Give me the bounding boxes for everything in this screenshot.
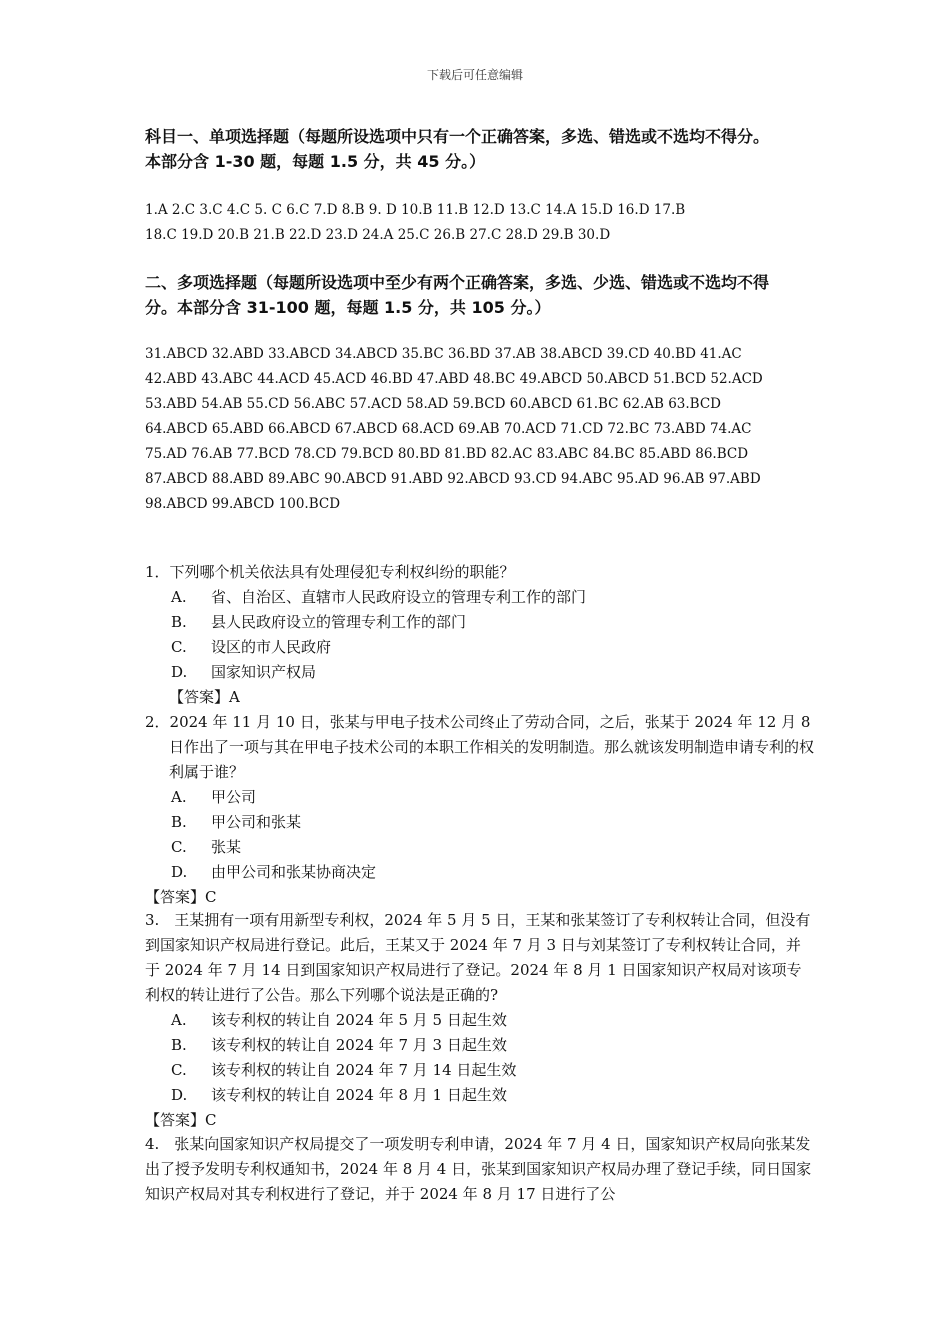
option-text: 该专利权的转让自 2024 年 8 月 1 日起生效 — [211, 1086, 507, 1104]
section1-heading — [145, 124, 815, 174]
option-text: 张某 — [211, 838, 242, 856]
option-d — [145, 1083, 815, 1108]
option-a — [145, 585, 815, 610]
question-stem: 2．2024 年 11 月 10 日，张某与甲电子技术公司终止了劳动合同，之后，张某于 2024 年 12 月 8 日作出了一项与其在甲电子技术公司的本职工作相关的发明制造。那么就该发明制造申请专利的权利属于谁？ — [145, 713, 815, 781]
option-a — [145, 1008, 815, 1033]
answer-key-line: 31.ABCD 32.ABD 33.ABCD 34.ABCD 35.BC 36.BD 37.AB 38.ABCD 39.CD 40.BD 41.AC — [145, 346, 742, 362]
question-3 — [145, 908, 815, 1133]
option-letter: C. — [171, 838, 187, 856]
option-letter: A. — [171, 1011, 187, 1029]
answer-key-line: 98.ABCD 99.ABCD 100.BCD — [145, 496, 341, 512]
option-b — [145, 610, 815, 635]
option-text: 甲公司 — [211, 788, 257, 806]
question-stem: 4. 张某向国家知识产权局提交了一项发明专利申请，2024 年 7 月 4 日，国家知识产权局向张某发出了授予发明专利权通知书，2024 年 8 月 4 日，张某到国家知识产权局办理了登记手续，同日国家知识产权局对其专利权进行了登记，并于 2024 年 8 月 17 日进行了公 — [145, 1135, 812, 1203]
section1-heading-line2: 本部分含 1-30 题，每题 1.5 分，共 45 分。） — [145, 152, 486, 171]
option-text: 省、自治区、直辖市人民政府设立的管理专利工作的部门 — [211, 588, 587, 606]
question-answer: 【答案】C — [145, 1111, 217, 1129]
option-b — [145, 810, 815, 835]
option-letter: B. — [171, 613, 187, 631]
section1-answer-key — [145, 198, 825, 248]
option-letter: D. — [171, 1086, 188, 1104]
option-text: 该专利权的转让自 2024 年 5 月 5 日起生效 — [211, 1011, 507, 1029]
answer-key-line: 64.ABCD 65.ABD 66.ABCD 67.ABCD 68.ACD 69.AB 70.ACD 71.CD 72.BC 73.ABD 74.AC — [145, 421, 752, 437]
section2-heading — [145, 270, 815, 320]
question-answer: 【答案】A — [169, 688, 240, 706]
option-letter: D. — [171, 663, 188, 681]
question-1 — [145, 560, 815, 710]
option-letter: B. — [171, 1036, 187, 1054]
answer-key-line: 75.AD 76.AB 77.BCD 78.CD 79.BCD 80.BD 81.BD 82.AC 83.ABC 84.BC 85.ABD 86.BCD — [145, 446, 749, 462]
option-text: 由甲公司和张某协商决定 — [211, 863, 377, 881]
option-letter: A. — [171, 788, 187, 806]
option-text: 设区的市人民政府 — [211, 638, 332, 656]
option-letter: C. — [171, 638, 187, 656]
option-text: 甲公司和张某 — [211, 813, 302, 831]
question-2 — [145, 710, 815, 910]
option-c — [145, 1058, 815, 1083]
question-answer: 【答案】C — [145, 888, 217, 906]
question-4 — [145, 1132, 815, 1207]
option-letter: C. — [171, 1061, 187, 1079]
option-d — [145, 860, 815, 885]
section1-heading-line1: 科目一、单项选择题（每题所设选项中只有一个正确答案，多选、错选或不选均不得分。 — [145, 127, 770, 146]
page-header: 下载后可任意编辑 — [426, 68, 523, 82]
option-text: 国家知识产权局 — [211, 663, 317, 681]
option-d — [145, 660, 815, 685]
option-letter: D. — [171, 863, 188, 881]
section2-heading-line2: 分。本部分含 31-100 题，每题 1.5 分，共 105 分。） — [145, 298, 551, 317]
option-a — [145, 785, 815, 810]
question-stem: 1．下列哪个机关依法具有处理侵犯专利权纠纷的职能？ — [145, 563, 515, 581]
section2-heading-line1: 二、多项选择题（每题所设选项中至少有两个正确答案，多选、少选、错选或不选均不得 — [145, 273, 770, 292]
answer-key-line: 87.ABCD 88.ABD 89.ABC 90.ABCD 91.ABD 92.ABCD 93.CD 94.ABC 95.AD 96.AB 97.ABD — [145, 471, 761, 487]
question-stem: 3. 王某拥有一项有用新型专利权，2024 年 5 月 5 日，王某和张某签订了专利权转让合同，但没有到国家知识产权局进行登记。此后，王某又于 2024 年 7 月 3 日与刘某签订了专利权转让合同，并于 2024 年 7 月 14 日到国家知识产权局进行了登记。2024 年 8 月 1 日国家知识产权局对该项专利权的转让进行了公告。那么下列哪个说法是正确的? — [145, 911, 811, 1004]
answer-key-line: 18.C 19.D 20.B 21.B 22.D 23.D 24.A 25.C 26.B 27.C 28.D 29.B 30.D — [145, 227, 611, 243]
option-letter: B. — [171, 813, 187, 831]
option-text: 县人民政府设立的管理专利工作的部门 — [211, 613, 467, 631]
option-c — [145, 835, 815, 860]
option-letter: A. — [171, 588, 187, 606]
option-b — [145, 1033, 815, 1058]
answer-key-line: 1.A 2.C 3.C 4.C 5. C 6.C 7.D 8.B 9. D 10.B 11.B 12.D 13.C 14.A 15.D 16.D 17.B — [145, 202, 686, 218]
option-text: 该专利权的转让自 2024 年 7 月 14 日起生效 — [211, 1061, 517, 1079]
answer-key-line: 42.ABD 43.ABC 44.ACD 45.ACD 46.BD 47.ABD 48.BC 49.ABCD 50.ABCD 51.BCD 52.ACD — [145, 371, 763, 387]
section2-answer-key — [145, 342, 825, 517]
option-c — [145, 635, 815, 660]
option-text: 该专利权的转让自 2024 年 7 月 3 日起生效 — [211, 1036, 507, 1054]
answer-key-line: 53.ABD 54.AB 55.CD 56.ABC 57.ACD 58.AD 59.BCD 60.ABCD 61.BC 62.AB 63.BCD — [145, 396, 722, 412]
